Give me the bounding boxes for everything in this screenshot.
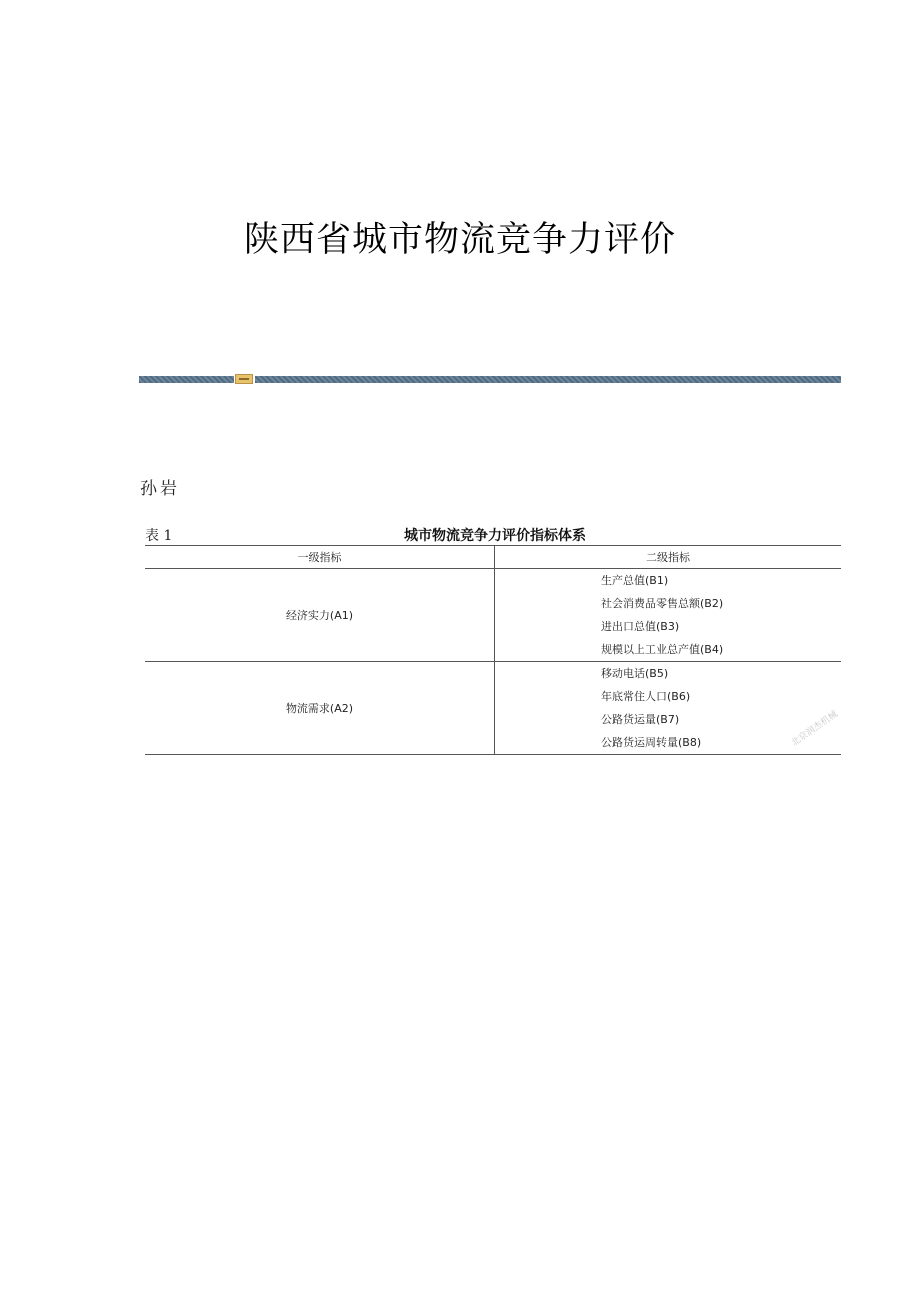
secondary-indicator-item: 年底常住人口(B6) bbox=[601, 690, 691, 703]
table-group bbox=[145, 569, 841, 661]
secondary-indicator-item: 进出口总值(B3) bbox=[601, 620, 680, 633]
divider-badge-icon bbox=[235, 374, 253, 384]
author-name: 孙岩 bbox=[140, 479, 180, 499]
secondary-indicator-item: 公路货运周转量(B8) bbox=[601, 736, 702, 749]
watermark: 北京润杰机械 bbox=[789, 709, 840, 749]
secondary-indicator-item: 公路货运量(B7) bbox=[601, 713, 680, 726]
secondary-indicator-item: 规模以上工业总产值(B4) bbox=[601, 643, 724, 656]
table-header-row bbox=[145, 546, 841, 569]
header-secondary-indicator: 二级指标 bbox=[494, 546, 841, 568]
table-caption: 城市物流竞争力评价指标体系 bbox=[404, 528, 586, 544]
primary-indicator-cell: 经济实力(A1) bbox=[285, 609, 354, 622]
secondary-indicator-item: 社会消费品零售总额(B2) bbox=[601, 597, 724, 610]
primary-indicator-cell: 物流需求(A2) bbox=[285, 702, 354, 715]
page-title: 陕西省城市物流竞争力评价 bbox=[243, 220, 676, 260]
section-divider bbox=[139, 374, 841, 384]
secondary-indicator-item: 移动电话(B5) bbox=[601, 667, 669, 680]
table-group bbox=[145, 661, 841, 754]
divider-right-bar bbox=[255, 376, 841, 383]
header-primary-indicator: 一级指标 bbox=[297, 551, 342, 564]
secondary-indicator-item: 生产总值(B1) bbox=[601, 574, 669, 587]
divider-left-bar bbox=[139, 376, 234, 383]
table-label: 表 1 bbox=[145, 528, 173, 544]
indicator-table bbox=[145, 545, 841, 755]
secondary-indicator-cell bbox=[494, 569, 841, 661]
